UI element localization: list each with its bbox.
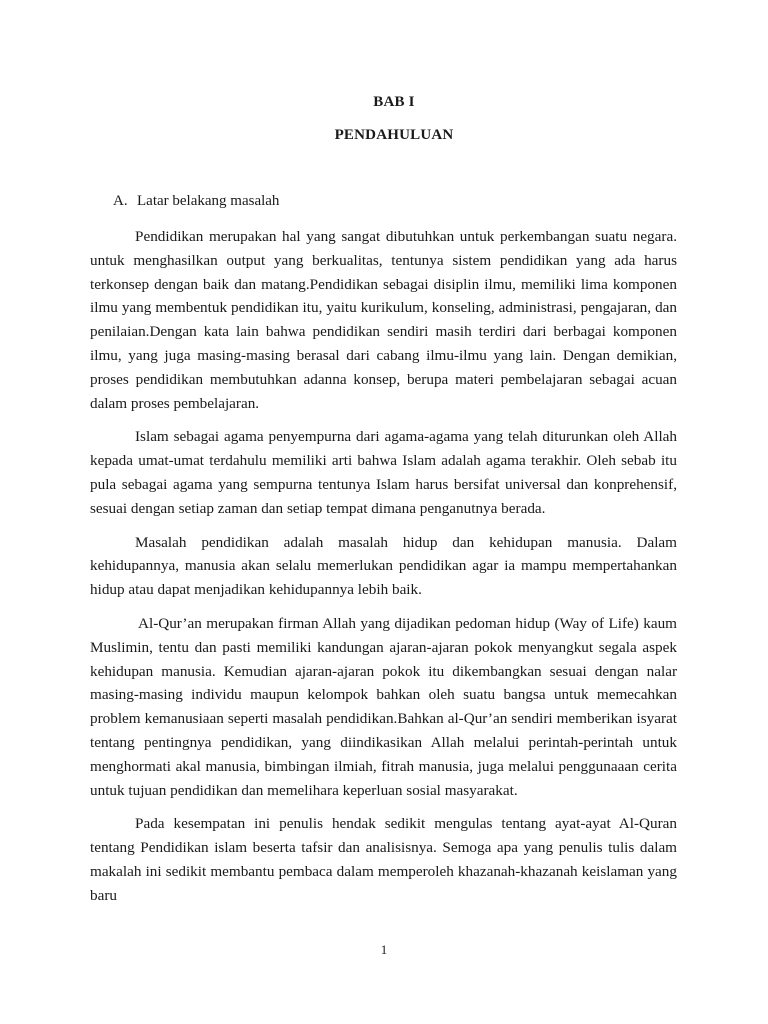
body-text [90, 225, 677, 918]
paragraph: Pendidikan merupakan hal yang sangat dibutuhkan untuk perkembangan suatu negara. untuk menghasilkan output yang berkualitas, tentunya sistem pendidikan yang ada harus terkonsep dengan baik dan matang.Pendidikan sebagai disiplin ilmu, memiliki lima komponen ilmu yang membentuk pendidikan itu, yaitu kurikulum, konseling, administrasi, pengajaran, dan penilaian.Dengan kata lain bahwa pendidikan sendiri masih terdiri dari berbagai komponen ilmu, yang juga masing-masing berasal dari cabang ilmu-ilmu yang lain. Dengan demikian, proses pendidikan membutuhkan adanna konsep, berupa materi pembelajaran sebagai acuan dalam proses pembelajaran. [90, 228, 677, 412]
chapter-number: BAB I [373, 94, 415, 110]
section-title: Latar belakang masalah [137, 193, 280, 209]
paragraph: Masalah pendidikan adalah masalah hidup dan kehidupan manusia. Dalam kehidupannya, manusia akan selalu memerlukan pendidikan agar ia mampu mempertahankan hidup atau dapat menjadikan kehidupannya lebih baik. [90, 533, 677, 599]
section-letter: A. [113, 193, 128, 209]
chapter-title: PENDAHULUAN [334, 127, 454, 143]
paragraph: Islam sebagai agama penyempurna dari agama-agama yang telah diturunkan oleh Allah kepada umat-umat terdahulu memiliki arti bahwa Islam adalah agama terakhir. Oleh sebab itu pula sebagai agama yang sempurna tentunya Islam harus bersifat universal dan konprehensif, sesuai dengan setiap zaman dan setiap tempat dimana penganutnya berada. [90, 428, 677, 517]
paragraph: Al-Qur’an merupakan firman Allah yang dijadikan pedoman hidup (Way of Life) kaum Muslimin, tentu dan pasti memiliki kandungan ajaran-ajaran pokok menyangkut segala aspek kehidupan manusia. Kemudian ajaran-ajaran pokok itu dikembangkan sesuai dengan nalar masing-masing individu maupun kelompok bahkan oleh suatu bangsa untuk memecahkan problem kemanusiaan seperti masalah pendidikan.Bahkan al-Qur’an sendiri memberikan isyarat tentang pentingnya pendidikan, yang diindikasikan Allah melalui perintah-perintah untuk menghormati akal manusia, bimbingan ilmiah, fitrah manusia, juga melalui penggunaaan cerita untuk tujuan pendidikan dan memelihara keperluan sosial masyarakat. [90, 614, 677, 799]
paragraph: Pada kesempatan ini penulis hendak sedikit mengulas tentang ayat-ayat Al-Quran tentang Pendidikan islam beserta tafsir dan analisisnya. Semoga apa yang penulis tulis dalam makalah ini sedikit membantu pembaca dalam memperoleh khazanah-khazanah keislaman yang baru [90, 815, 677, 904]
section-heading [113, 193, 279, 210]
page-number: 1 [380, 942, 388, 957]
